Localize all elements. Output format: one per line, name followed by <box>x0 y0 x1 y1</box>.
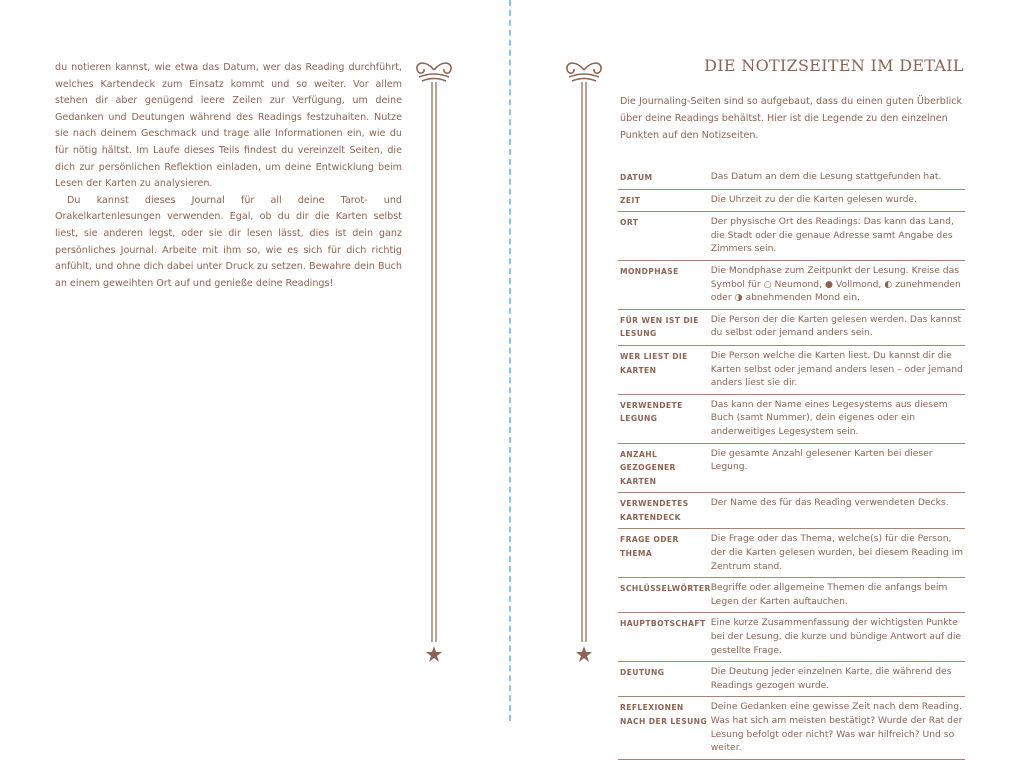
legend-key: VERWENDETES KARTENDECK <box>618 493 711 529</box>
legend-key: FRAGE ODER THEMA <box>618 529 711 578</box>
legend-key: DATUM <box>618 167 711 189</box>
legend-key: MONDPHASE <box>618 260 711 309</box>
legend-row <box>618 309 965 345</box>
legend-row <box>618 394 965 443</box>
column-ornament-icon <box>562 56 606 666</box>
legend-key: DEUTUNG <box>618 662 711 697</box>
legend-table <box>618 167 965 760</box>
legend-row <box>618 697 965 759</box>
paragraph: du notieren kannst, wie etwa das Datum, wer das Reading durchführt, welches Kartendeck zum Einsatz kommt und so weiter. Vor allem stehen dir aber genügend leere Zeilen zur Verfügung, um deine Gedanken und Deutungen während des Readings festzuhalten. Nutze sie nach deinem Geschmack und trage alle Informationen ein, wie du für nötig hältst. Im Laufe dieses Teils findest du vereinzelt Seiten, die dich zur persönlichen Reflektion einladen, um deine Entwicklung beim Lesen der Karten zu analysieren. <box>55 62 402 190</box>
legend-row <box>618 443 965 493</box>
intro-text: Die Journaling-Seiten sind so aufgebaut, dass du einen guten Überblick über deine Readings behältst. Hier ist die Legende zu den einzelnen Punkten auf den Notizseiten. <box>620 96 963 141</box>
legend-value: Eine kurze Zusammenfassung der wichtigsten Punkte bei der Lesung, die kurze und bündige Antwort auf die gestellte Frage. <box>711 613 965 662</box>
right-page <box>511 0 1020 754</box>
legend-value: Der Name des für das Reading verwendeten Decks. <box>711 493 965 529</box>
legend-row <box>618 578 965 613</box>
legend-row <box>618 345 965 394</box>
legend-key: SCHLÜSSELWÖRTER <box>618 578 711 613</box>
legend-value: Die Uhrzeit zu der die Karten gelesen wurde. <box>711 189 965 212</box>
legend-value: Deine Gedanken eine gewisse Zeit nach dem Reading. Was hat sich am meisten bestätigt? Wurde der Rat der Lesung befolgt oder nicht? Was war hilfreich? Und so weiter. <box>711 697 965 759</box>
legend-row <box>618 189 965 212</box>
legend-row <box>618 493 965 529</box>
legend-key: ORT <box>618 212 711 261</box>
page-title: DIE NOTIZSEITEN IM DETAIL <box>704 56 964 75</box>
left-page <box>0 0 509 721</box>
column-ornament-icon <box>412 56 456 666</box>
legend-value: Die Frage oder das Thema, welche(s) für die Person, der die Karten gelesen wurden, bei diesem Reading im Zentrum stand. <box>711 529 965 578</box>
legend-key: REFLEXIONEN NACH DER LESUNG <box>618 697 711 759</box>
legend-value: Das kann der Name eines Legesystems aus diesem Buch (samt Nummer), dein eigenes oder ein anderweitiges Legesystem sein. <box>711 394 965 443</box>
legend-value: Das Datum an dem die Lesung stattgefunden hat. <box>711 167 965 189</box>
legend-value: Die Mondphase zum Zeitpunkt der Lesung. Kreise das Symbol für ○ Neumond, ● Vollmond, ◐ zunehmenden oder ◑ abnehmenden Mond ein. <box>711 260 965 309</box>
legend-value: Der physische Ort des Readings: Das kann das Land, die Stadt oder die genaue Adresse samt Angabe des Zimmers sein. <box>711 212 965 261</box>
left-body-text <box>55 60 402 292</box>
legend-value: Begriffe oder allgemeine Themen die anfangs beim Legen der Karten auftauchen. <box>711 578 965 613</box>
legend-row <box>618 662 965 697</box>
legend-value: Die Person welche die Karten liest. Du kannst dir die Karten selbst oder jemand anders lesen – oder jemand anders liest sie dir. <box>711 345 965 394</box>
legend-key: ZEIT <box>618 189 711 212</box>
legend-row <box>618 260 965 309</box>
legend-key: VERWENDETE LEGUNG <box>618 394 711 443</box>
star-icon <box>576 646 592 662</box>
legend-row <box>618 529 965 578</box>
legend-key: ANZAHL GEZOGENER KARTEN <box>618 443 711 493</box>
legend-value: Die Person der die Karten gelesen werden. Das kannst du selbst oder jemand anders sein. <box>711 309 965 345</box>
star-icon <box>426 646 442 662</box>
legend-value: Die Deutung jeder einzelnen Karte, die während des Readings gezogen wurde. <box>711 662 965 697</box>
legend-key: FÜR WEN IST DIE LESUNG <box>618 309 711 345</box>
paragraph: Du kannst dieses Journal für all deine Tarot- und Orakelkartenlesungen verwenden. Egal, ob du dir die Karten selbst liest, sie anderen legst, oder sie dir lesen lässt, dies ist dein ganz persönliches Journal. Arbeite mit ihm so, wie es sich für dich richtig anfühlt, und ohne dich dabei unter Druck zu setzen. Bewahre dein Buch an einem geweihten Ort auf und genieße deine Readings! <box>55 194 402 289</box>
legend-row <box>618 167 965 189</box>
legend-row <box>618 212 965 261</box>
legend-key: HAUPTBOTSCHAFT <box>618 613 711 662</box>
legend-row <box>618 613 965 662</box>
legend-value: Die gesamte Anzahl gelesener Karten bei dieser Legung. <box>711 443 965 493</box>
legend-key: WER LIEST DIE KARTEN <box>618 345 711 394</box>
